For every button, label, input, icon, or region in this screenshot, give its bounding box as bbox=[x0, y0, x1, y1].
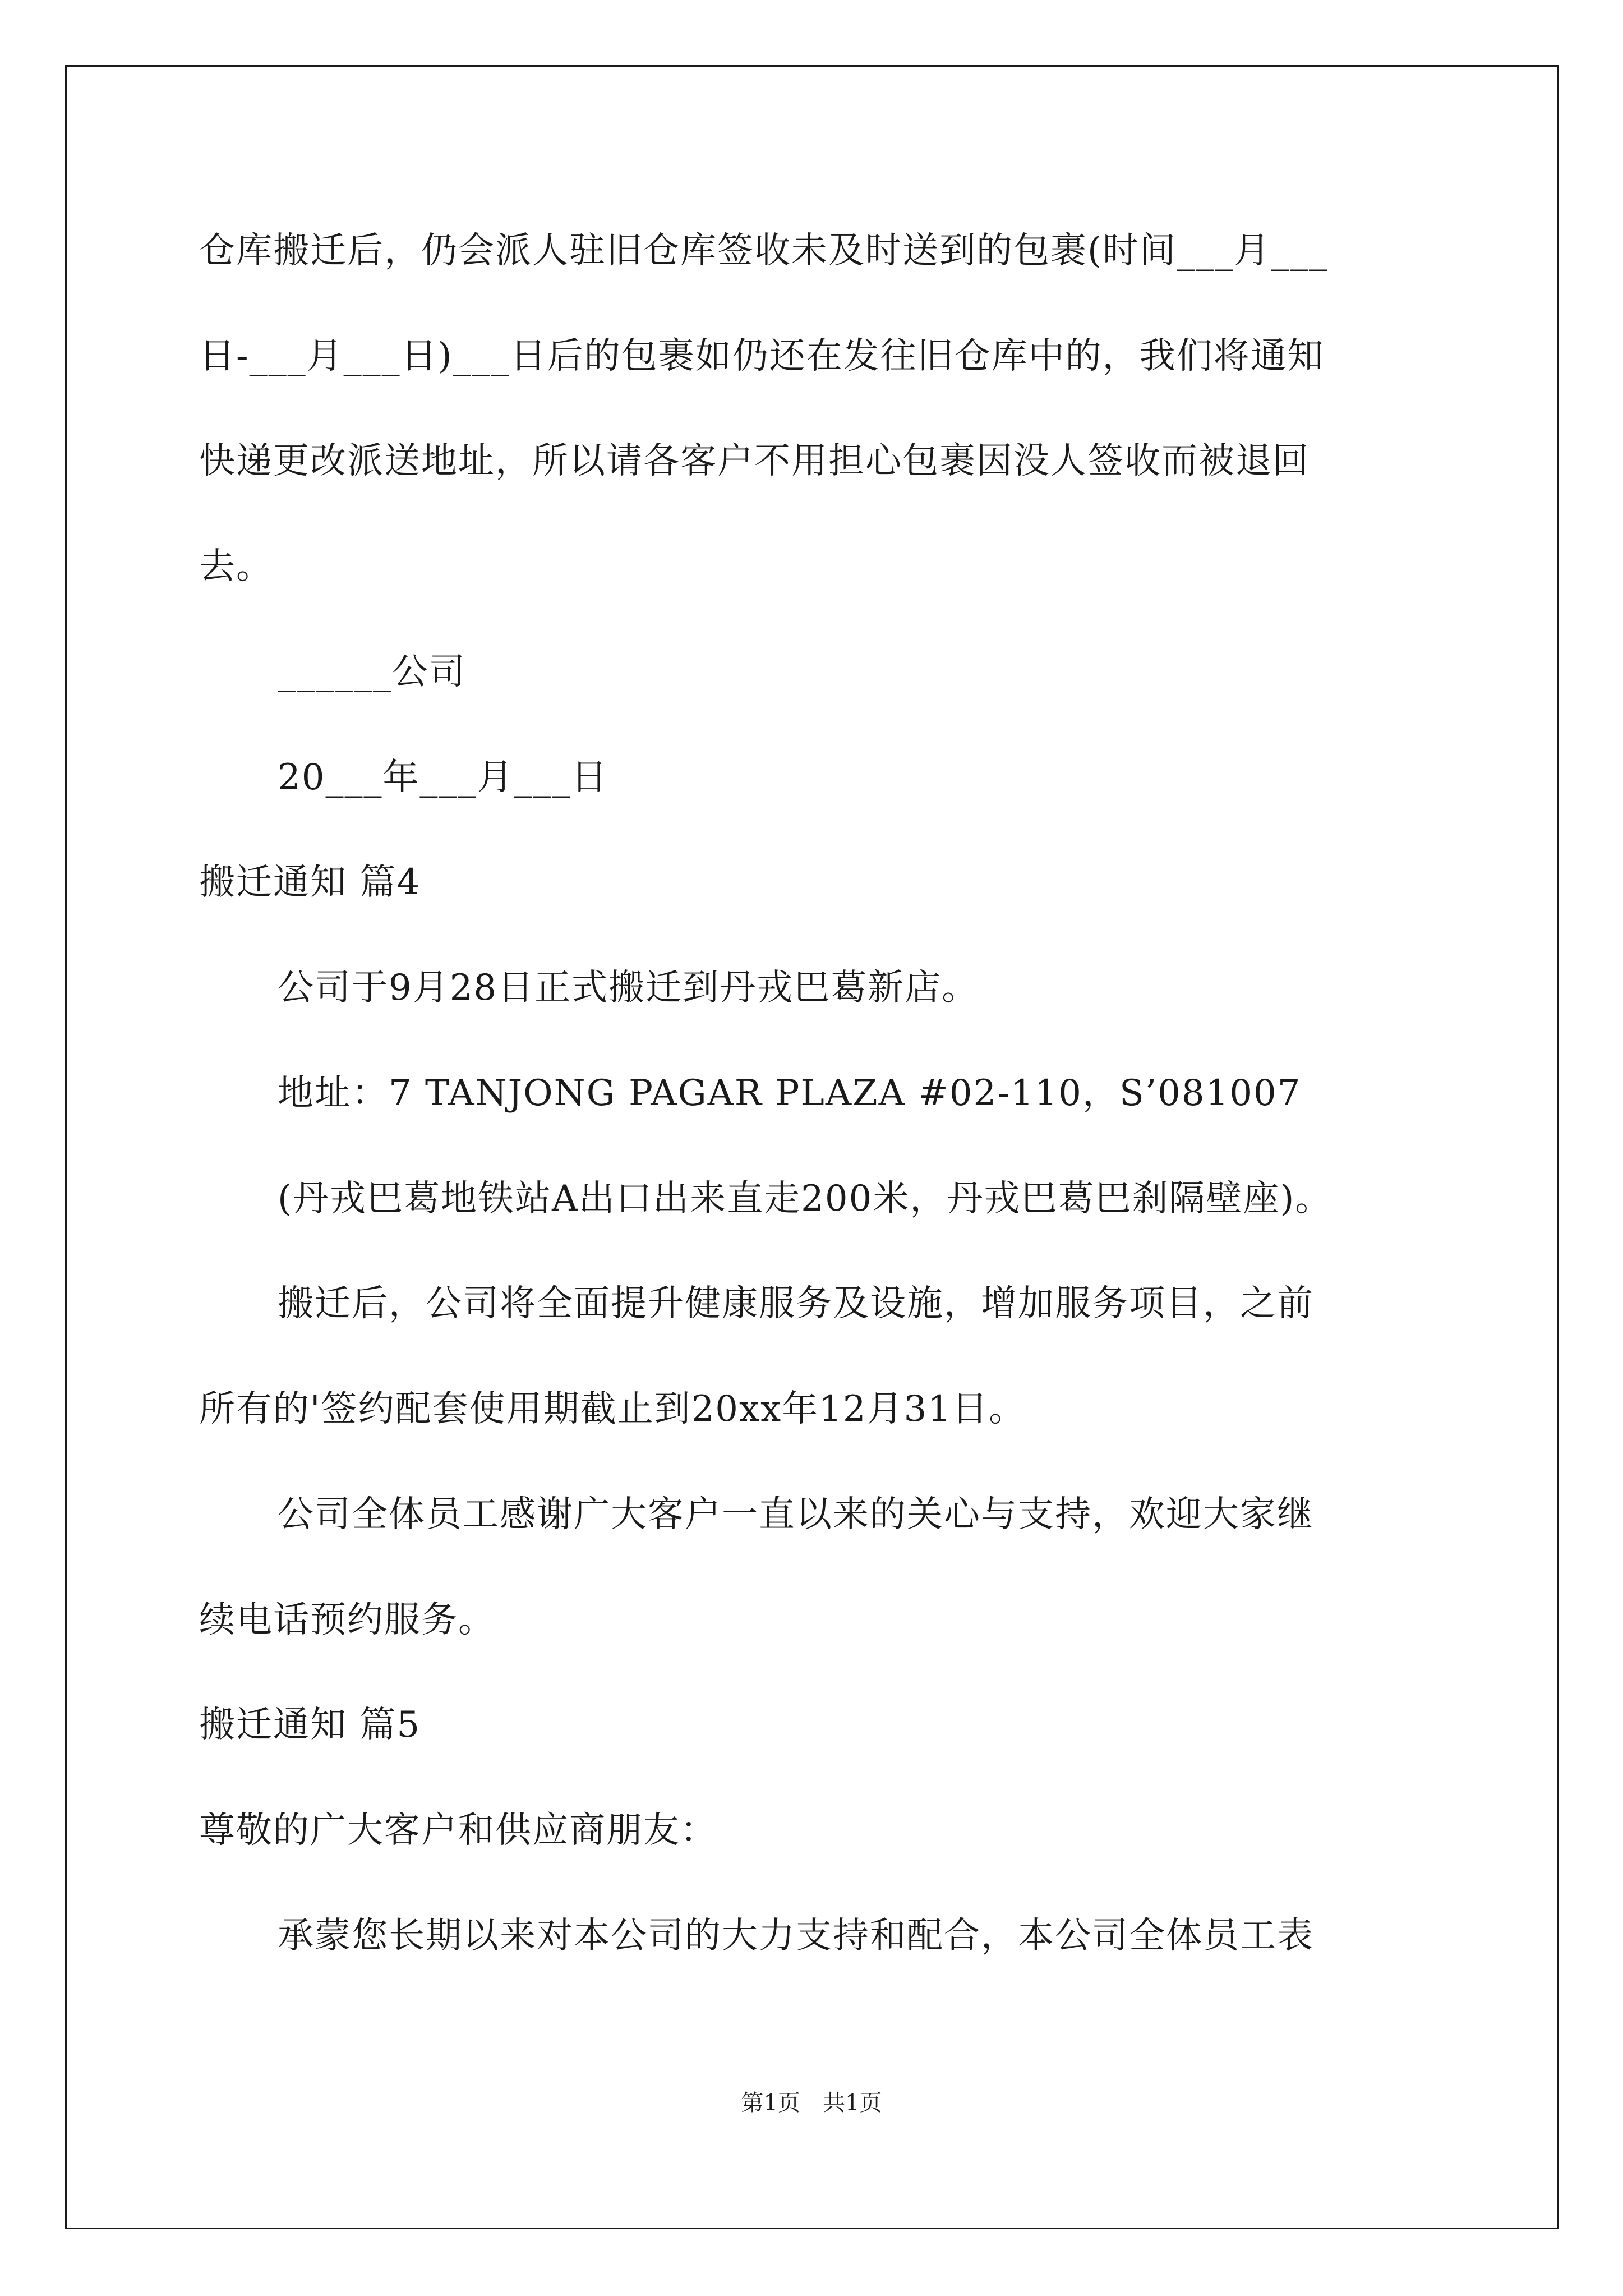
body-line-thanks-2: 续电话预约服务。 bbox=[199, 1599, 495, 1641]
body-line-2: 日-___月___日)___日后的包裹如仍还在发往旧仓库中的，我们将通知 bbox=[199, 335, 1325, 377]
page-frame bbox=[65, 65, 1559, 2229]
page-footer: 第1页 共1页 bbox=[741, 2090, 882, 2116]
body-line-4: 去。 bbox=[199, 546, 273, 587]
directions-line: (丹戎巴葛地铁站A出口出来直走200米，丹戎巴葛巴刹隔壁座)。 bbox=[278, 1178, 1332, 1220]
address-line: 地址：7 TANJONG PAGAR PLAZA #02-110，S’081007 bbox=[278, 1073, 1302, 1114]
section-heading-4: 搬迁通知 篇4 bbox=[199, 862, 421, 903]
body-line-3: 快递更改派送地址，所以请各客户不用担心包裹因没人签收而被退回 bbox=[199, 440, 1310, 482]
body-line-services-2: 所有的'签约配套使用期截止到20xx年12月31日。 bbox=[199, 1388, 1026, 1430]
body-line-relocation: 公司于9月28日正式搬迁到丹戎巴葛新店。 bbox=[278, 967, 979, 1009]
body-line-services-1: 搬迁后，公司将全面提升健康服务及设施，增加服务项目，之前 bbox=[278, 1283, 1314, 1324]
section-heading-5: 搬迁通知 篇5 bbox=[199, 1704, 421, 1746]
body-line-thanks-1: 公司全体员工感谢广大客户一直以来的关心与支持，欢迎大家继 bbox=[278, 1494, 1314, 1535]
date-line: 20___年___月___日 bbox=[278, 757, 608, 798]
body-line-1: 仓库搬迁后，仍会派人驻旧仓库签收未及时送到的包裹(时间___月___ bbox=[199, 230, 1328, 272]
company-signature: ______公司 bbox=[278, 651, 466, 693]
salutation-line: 尊敬的广大客户和供应商朋友： bbox=[199, 1810, 717, 1851]
body-line-closing: 承蒙您长期以来对本公司的大力支持和配合，本公司全体员工表 bbox=[278, 1915, 1314, 1957]
